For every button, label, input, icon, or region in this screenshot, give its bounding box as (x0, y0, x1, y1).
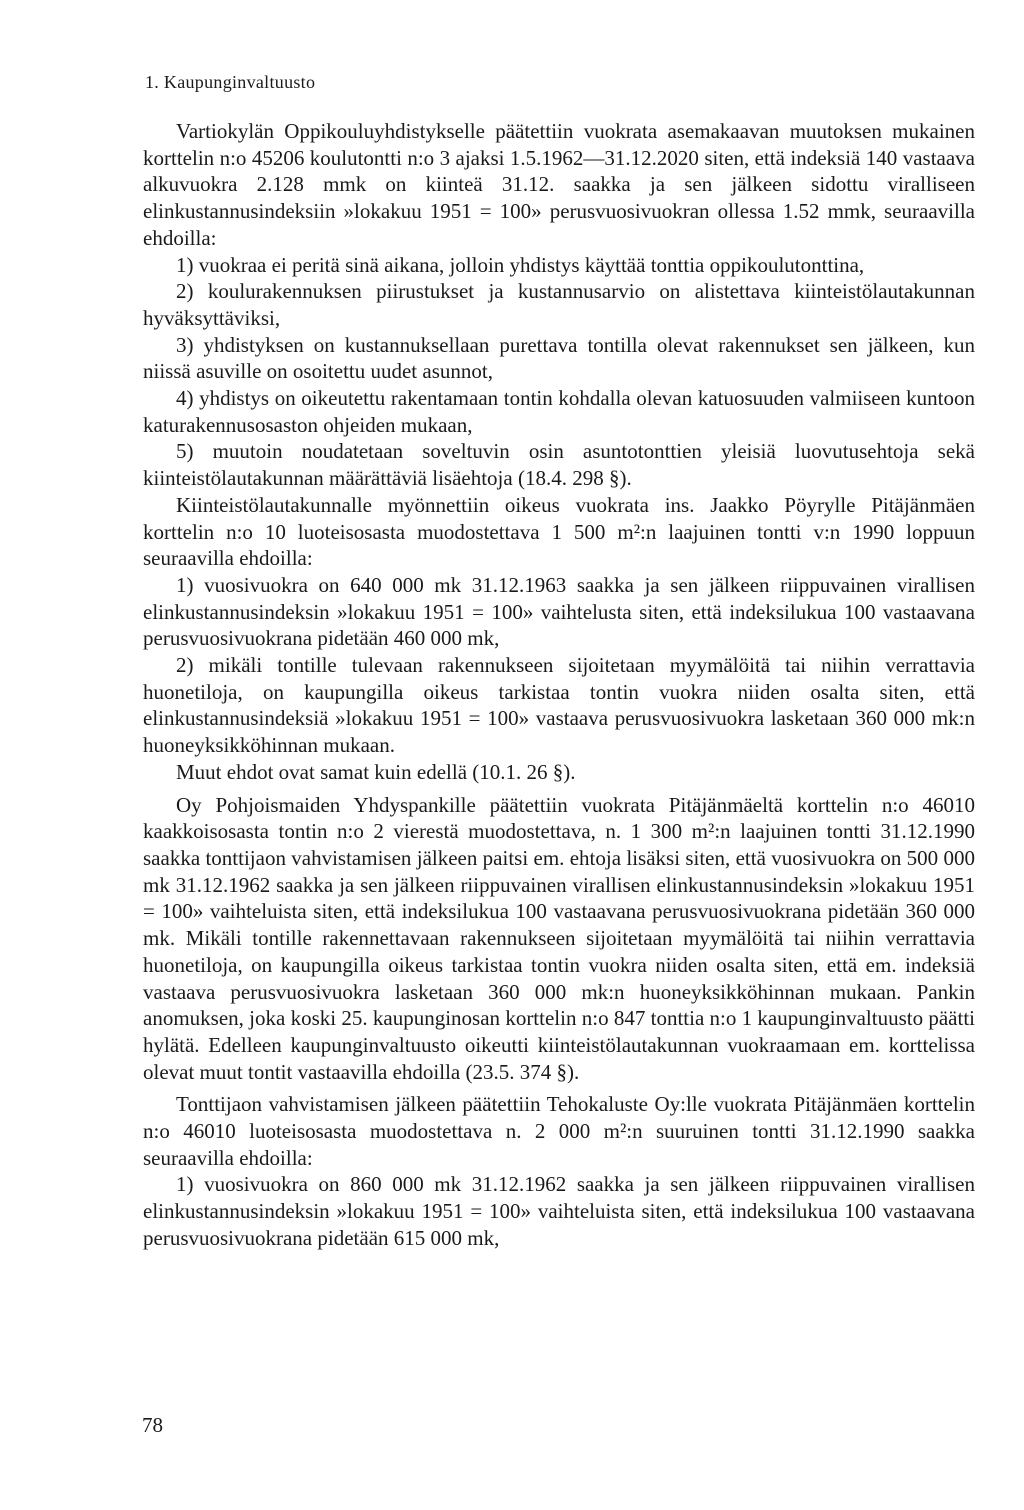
page-number: 78 (142, 1413, 163, 1437)
paragraph-vartiokyla-lease: Vartiokylän Oppikouluyhdistykselle päätettiin vuokrata asemakaavan muutoksen mukainen korttelin n:o 45206 koulutontti n:o 3 ajaksi 1.5.1962—31.12.2020 siten, että indeksiä 140 vastaava alkuvuokra 2.128 mmk on kiinteä 31.12. saakka ja sen jälkeen sidottu viralliseen elinkustannusindeksiin »lokakuu 1951 = 100» perusvuosivuokran ollessa 1.52 mmk, seuraavilla ehdoilla: (143, 119, 975, 250)
condition-1: 1) vuosivuokra on 640 000 mk 31.12.1963 saakka ja sen jälkeen riippuvainen virallisen elinkustannusindeksin »lokakuu 1951 = 100» vaihtelusta siten, että indeksilukua 100 vastaavana perusvuosivuokrana pidetään 460 000 mk, (143, 572, 975, 651)
paragraph-poyry-lease: Kiinteistölautakunnalle myönnettiin oikeus vuokrata ins. Jaakko Pöyrylle Pitäjänmäen korttelin n:o 10 luoteisosasta muodostettava 1 500 m²:n laajuinen tontti v:n 1990 loppuun seuraavilla ehdoilla: (143, 492, 975, 571)
running-head: 1. Kaupunginvaltuusto (145, 72, 316, 92)
condition-3: 3) yhdistyksen on kustannuksellaan purettava tontilla olevat rakennukset sen jälkeen, kun niissä asuville on osoitettu uudet asunnot, (143, 332, 975, 384)
condition-2: 2) koulurakennuksen piirustukset ja kustannusarvio on alistettava kiinteistölautakunnan hyväksyttäviksi, (143, 279, 975, 330)
paragraph-other-terms: Muut ehdot ovat samat kuin edellä (10.1. 26 §). (176, 759, 576, 784)
paragraph-yhdyspankki-lease: Oy Pohjoismaiden Yhdyspankille päätettiin vuokrata Pitäjänmäeltä korttelin n:o 46010 kaakkoisosasta tontin n:o 2 vierestä muodostettava, n. 1 300 m²:n laajuinen tontti 31.12.1990 saakka tonttijaon vahvistamisen jälkeen paitsi em. ehtoja lisäksi siten, että vuosivuokra on 500 000 mk 31.12.1962 saakka ja sen jälkeen riippuvainen virallisen elinkustannusindeksin »lokakuu 1951 = 100» vaihteluista siten, että indeksilukua 100 vastaavana perusvuosivuokrana pidetään 360 000 mk. Mikäli tontille rakennettavaan rakennukseen sijoitetaan myymälöitä tai niihin verrattavia huonetiloja, on kaupungilla oikeus tarkistaa tontin vuokra niiden osalta siten, että em. indeksiä vastaava perusvuosivuokra lasketaan 360 000 mk:n huoneyksikköhinnan mukaan. Pankin anomuksen, joka koski 25. kaupunginosan korttelin n:o 847 tonttia n:o 1 kaupunginvaltuusto päätti hylätä. Edelleen kaupunginvaltuusto oikeutti kiinteistölautakunnan vuokraamaan em. korttelissa olevat muut tontit vastaavilla ehdoilla (23.5. 374 §). (143, 792, 975, 1084)
condition-1: 1) vuokraa ei peritä sinä aikana, jolloin yhdistys käyttää tonttia oppikoulutonttina, (176, 252, 865, 277)
paragraph-tehokaluste-lease: Tonttijaon vahvistamisen jälkeen päätettiin Tehokaluste Oy:lle vuokrata Pitäjänmäen korttelin n:o 46010 luoteisosasta muodostettava n. 2 000 m²:n suuruinen tontti 31.12.1990 saakka seuraavilla ehdoilla: (143, 1092, 975, 1170)
condition-4: 4) yhdistys on oikeutettu rakentamaan tontin kohdalla olevan katuosuuden valmiiseen kuntoon katurakennusosaston ohjeiden mukaan, (143, 386, 975, 437)
body-text (143, 118, 975, 1252)
condition-5: 5) muutoin noudatetaan soveltuvin osin asuntotonttien yleisiä luovutusehtoja sekä kiinteistölautakunnan määrättäviä lisäehtoja (18.4. 298 §). (143, 439, 975, 491)
condition-1: 1) vuosivuokra on 860 000 mk 31.12.1962 saakka ja sen jälkeen riippuvainen virallisen elinkustannusindeksin »lokakuu 1951 = 100» vaihteluista siten, että indeksilukua 100 vastaavana perusvuosivuokrana pidetään 615 000 mk, (143, 1172, 975, 1250)
condition-2: 2) mikäli tontille tulevaan rakennukseen sijoitetaan myymälöitä tai niihin verrattavia huonetiloja, on kaupungilla oikeus tarkistaa tontin vuokra niiden osalta siten, että elinkustannusindeksiä »lokakuu 1951 = 100» vastaava perusvuosivuokra lasketaan 360 000 mk:n huoneyksikköhinnan mukaan. (143, 653, 975, 758)
